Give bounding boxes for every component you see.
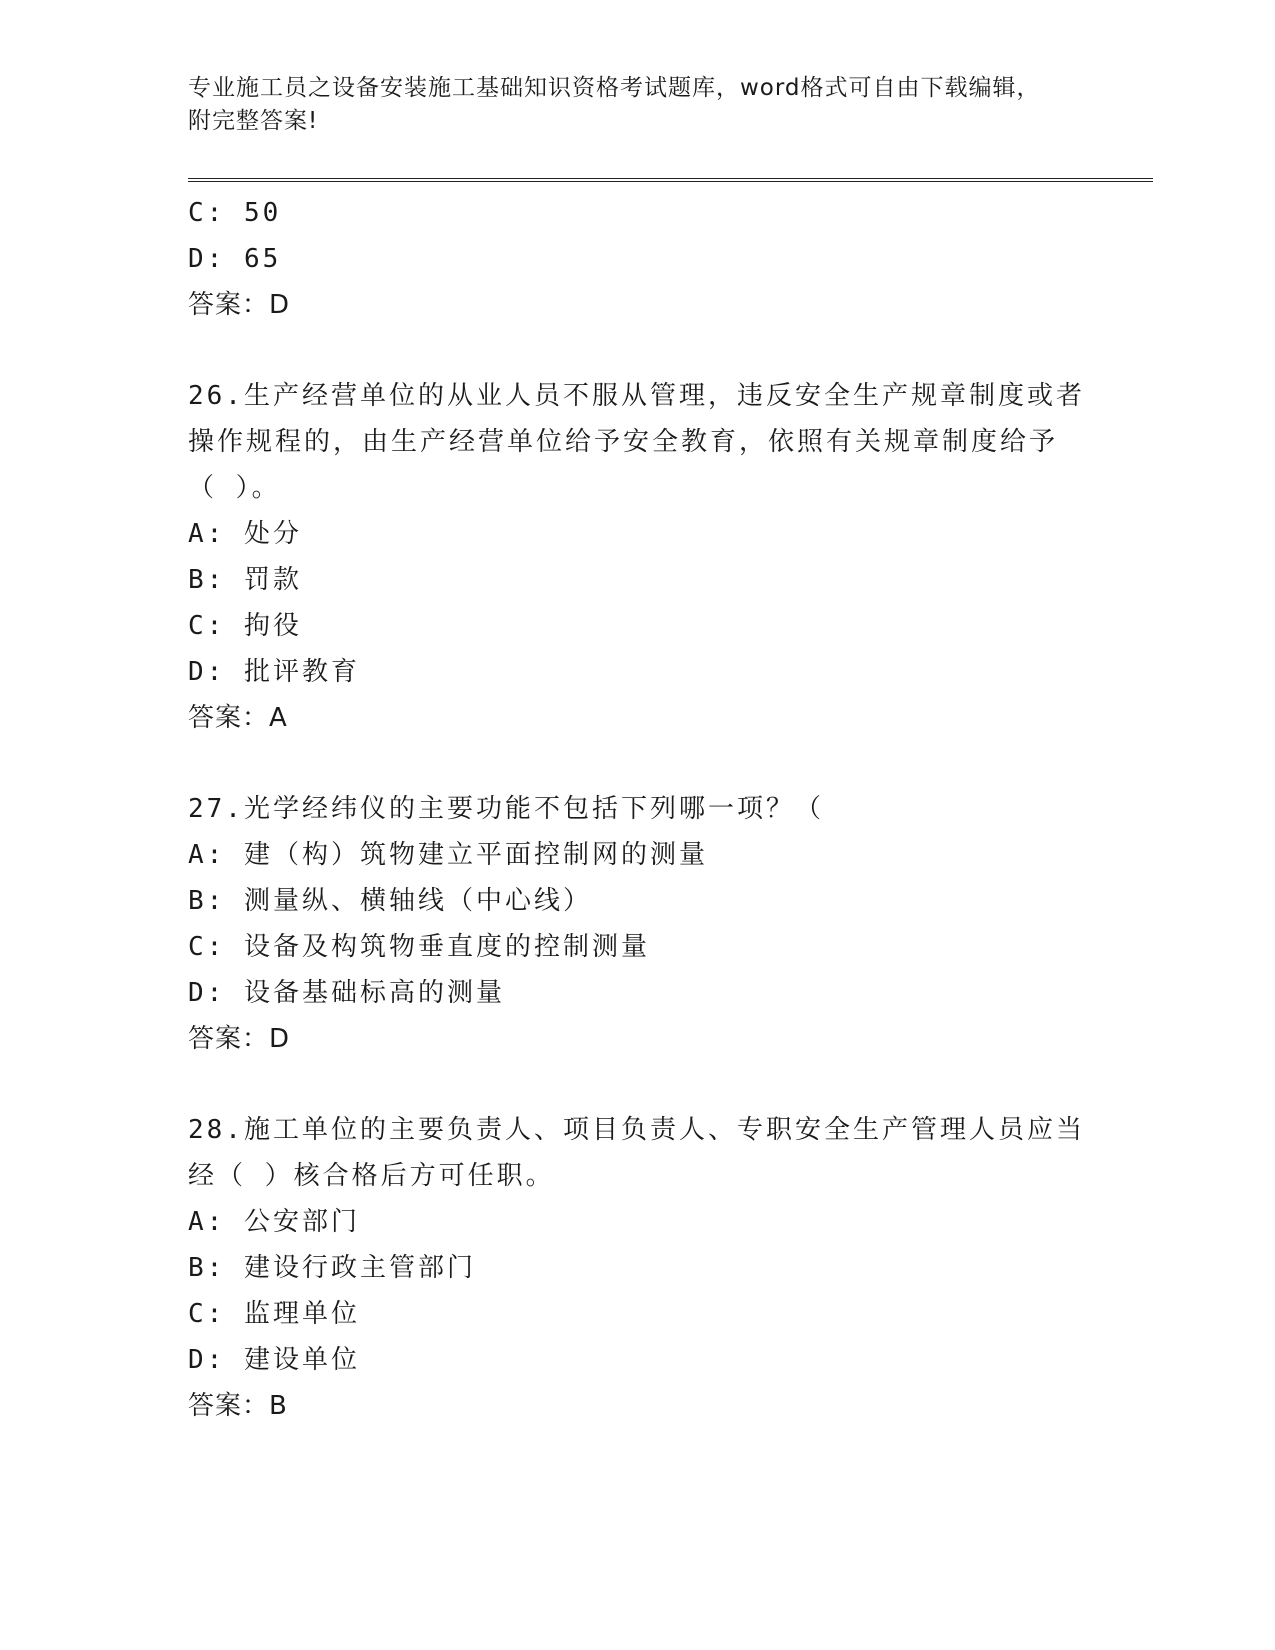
header-divider <box>188 178 1153 182</box>
option-d: D: 65 <box>188 244 282 274</box>
question-fragment <box>188 190 1088 328</box>
option-d: D: 建设单位 <box>188 1345 360 1375</box>
question-list <box>188 190 1088 1429</box>
answer-line: 答案：A <box>188 703 288 733</box>
question-27 <box>188 786 1088 1062</box>
question-stem-line: 经（ ）核合格后方可任职。 <box>188 1161 555 1191</box>
question-stem-line: 27.光学经纬仪的主要功能不包括下列哪一项？（ <box>188 794 824 824</box>
option-c: C: 50 <box>188 198 282 228</box>
question-26 <box>188 373 1088 741</box>
option-b: B: 测量纵、横轴线（中心线） <box>188 886 592 916</box>
answer-line: 答案：D <box>188 290 291 320</box>
option-b: B: 罚款 <box>188 565 302 595</box>
option-b: B: 建设行政主管部门 <box>188 1253 476 1283</box>
option-c: C: 设备及构筑物垂直度的控制测量 <box>188 932 650 962</box>
page-header <box>188 72 1088 138</box>
option-a: A: 公安部门 <box>188 1207 360 1237</box>
question-stem-line: （ ）。 <box>188 473 281 503</box>
answer-line: 答案：B <box>188 1391 288 1421</box>
question-28 <box>188 1107 1088 1429</box>
header-line-2: 附完整答案! <box>188 108 319 134</box>
question-stem-line: 操作规程的，由生产经营单位给予安全教育，依照有关规章制度给予 <box>188 427 1059 457</box>
option-a: A: 处分 <box>188 519 302 549</box>
option-d: D: 批评教育 <box>188 657 360 687</box>
option-c: C: 拘役 <box>188 611 302 641</box>
option-a: A: 建（构）筑物建立平面控制网的测量 <box>188 840 708 870</box>
question-stem-line: 26.生产经营单位的从业人员不服从管理，违反安全生产规章制度或者 <box>188 381 1085 411</box>
option-c: C: 监理单位 <box>188 1299 360 1329</box>
question-stem-line: 28.施工单位的主要负责人、项目负责人、专职安全生产管理人员应当 <box>188 1115 1085 1145</box>
header-line-1: 专业施工员之设备安装施工基础知识资格考试题库，word格式可自由下载编辑， <box>188 75 1041 101</box>
answer-line: 答案：D <box>188 1024 291 1054</box>
option-d: D: 设备基础标高的测量 <box>188 978 505 1008</box>
